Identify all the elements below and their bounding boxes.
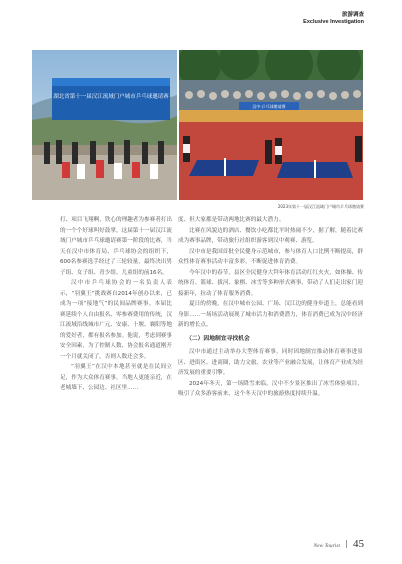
right-paragraph: 今年汉中的春节，县区全民健身大拜年体育活动红红火火，如体操、传统体育、篮球、拔河、象棋、冰雪等多种形式赛事，带动了人们走出家门迎接新年，拉动了体育服务消费。 xyxy=(178,269,363,297)
table-tennis-match-photo xyxy=(179,50,363,200)
right-paragraph: 汉中市通过主动举办大型体育赛事，同时因地制宜推动体育赛事进景区、进街区、进商圈，助力文旅、农业等产业融合发展，让体育产业成为经济发展的重要引擎。 xyxy=(178,349,363,376)
right-paragraph: 汉中市是我国首批全民健身示范城市，参与体育人口比例不断提高，群众性体育赛事活动丰富多彩，不断促进体育消费。 xyxy=(178,248,363,265)
right-banner-text: 汉中·乒乓球邀请赛 xyxy=(252,104,286,109)
right-paragraph: 2024年冬天，第一场降雪来临，汉中不少景区推出了冰雪体验项目，吸引了众多游客前来，这个冬天汉中的旅游热度持续升温。 xyxy=(178,380,363,397)
left-paragraph: 汉中市乒乓球协会的一名负责人表示，“羽翼王”挑战赛自2014年创办以来，已成为一项“接地气”的民间品牌赛事。本届比赛延续个人自由报名、零参赛费用的传统，汉江流域沿线城市广元、安康、十堰、襄阳等地的爱好者，都有报名参加。他说，考虑到赛事安全因素，为了控制人数，协会报名通道刚开一个月就关闭了，否则人数还会多。 xyxy=(60,280,172,360)
outdoor-ceremony-photo xyxy=(32,50,177,200)
right-paragraph: 比赛在风貌边的酒店、餐饮小吃都比平时热闹不少，据了解，随着比赛成为赛事品牌，带动旅行社组织游客到汉中观赛、游览。 xyxy=(178,227,363,244)
left-banner-text: 湖北省第十一届汉江流域门户城市乒乓球邀请赛 xyxy=(53,94,169,100)
page-footer xyxy=(313,538,364,550)
section-title-en: Exclusive Investigation xyxy=(303,18,364,25)
table-tennis-match-image xyxy=(179,50,363,200)
magazine-name: New Tourist xyxy=(313,543,340,549)
photo-strip xyxy=(32,50,363,200)
photo-caption: 2023年第十一届汉江流域门户城市乒乓球邀请赛 xyxy=(277,204,364,209)
right-paragraph: 夏日的傍晚，在汉中城市公园、广场、汉江边的健身步道上，总能看到身影……一场场活动展现了城市活力和消费潜力，体育消费已成为汉中经济新的增长点。 xyxy=(178,301,363,328)
article-left-column xyxy=(60,215,172,394)
article-right-column xyxy=(178,215,363,400)
section-header xyxy=(303,12,364,26)
right-paragraph: 度、但大家都是带动两地比赛的最大潜力。 xyxy=(178,217,285,223)
left-paragraph: “羽翼王”在汉中本地甚至就是在民间立足，作为大众体育赛事，当地人更能亲近，在老城墙下、公园边、社区里…… xyxy=(60,364,172,391)
section-subheading: （二）因地制宜寻找机会 xyxy=(186,335,250,342)
outdoor-ceremony-image xyxy=(32,50,177,200)
footer-divider xyxy=(346,540,347,548)
page-number: 45 xyxy=(353,538,364,550)
left-paragraph: 打、项目飞翔啊，铁心的理趣者为参赛者打出的一个个好球叫好鼓掌。这届第十一届汉江流域门户城市乒乓球邀请赛第一阶段的比赛，当天在汉中市体育局、乒乓球协会的组织下，600名参赛选手经过了三轮较量，最终决出男子组、女子组、青少组、儿童组的前16名。 xyxy=(60,217,172,276)
section-title-zh: 旅游调查 xyxy=(341,12,364,18)
